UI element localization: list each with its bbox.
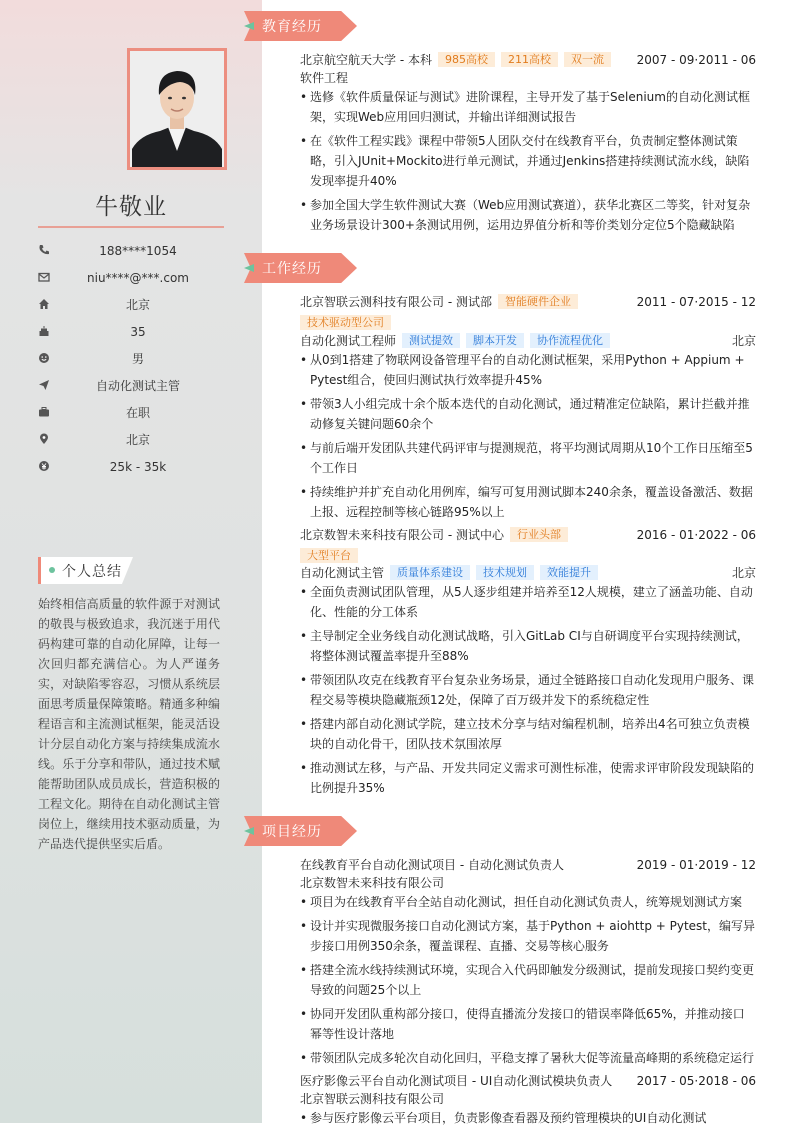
work-bullet: • 带领团队攻克在线教育平台复杂业务场景，通过全链路接口自动化发现用户服务、课程交易等模块隐藏瓶颈12处，保障了百万级并发下的系统稳定性: [300, 670, 756, 710]
company-tag: 技术驱动型公司: [300, 315, 391, 330]
work-period: 2011 - 07·2015 - 12: [636, 295, 756, 309]
project-bullet: • 协同开发团队重构部分接口，使得直播流分发接口的错误率降低65%，并推动接口幂等性设计落地: [300, 1004, 756, 1044]
hometown-text: 北京: [125, 298, 150, 312]
education-school-line: [300, 50, 756, 70]
school-tag: 211高校: [501, 52, 558, 67]
school-name: 北京航空航天大学 - 本科: [300, 53, 432, 67]
info-gender: [38, 349, 224, 369]
info-salary: [38, 457, 224, 477]
target-position-text: 自动化测试主管: [95, 379, 180, 393]
education-period: 2007 - 09·2011 - 06: [636, 53, 756, 67]
name-divider: [38, 226, 224, 228]
work-city: 北京: [731, 566, 756, 580]
work-bullet: • 主导制定全业务线自动化测试战略，引入GitLab CI与自研调度平台实现持续测试，将整体测试覆盖率提升至88%: [300, 626, 756, 666]
company-tag: 智能硬件企业: [498, 294, 578, 309]
salary-text: 25k - 35k: [109, 460, 167, 474]
target-city-text: 北京: [125, 433, 150, 447]
home-icon: [38, 298, 50, 310]
project-company: 北京数智未来科技有限公司: [300, 876, 445, 890]
project-company: 北京智联云测科技有限公司: [300, 1092, 445, 1106]
summary-heading-accent: [38, 557, 41, 584]
candidate-name: 牛敬业: [95, 194, 167, 220]
info-job-status: [38, 403, 224, 423]
briefcase-icon: [38, 406, 50, 418]
ribbon-tail: [244, 827, 254, 835]
section-title: 工作经历: [262, 261, 322, 277]
work-bullet: • 与前后端开发团队共建代码评审与提测规范，将平均测试周期从10个工作日压缩至5个工作日: [300, 438, 756, 478]
cake-icon: [38, 325, 50, 337]
work-section-heading: [244, 253, 357, 283]
work-role-line: [300, 563, 756, 583]
project-period: 2017 - 05·2018 - 06: [636, 1074, 756, 1088]
role-title: 自动化测试主管: [300, 566, 385, 580]
role-tag: 协作流程优化: [530, 333, 610, 348]
education-bullet: • 选修《软件质量保证与测试》进阶课程，主导开发了基于Selenium的自动化测试框架，实现Web应用回归测试，并输出详细测试报告: [300, 87, 756, 127]
portrait-illustration: [130, 51, 224, 167]
profile-photo: [127, 48, 227, 170]
info-phone: [38, 241, 224, 261]
project-title-line: [300, 855, 756, 875]
job-status-text: 在职: [125, 406, 150, 420]
gender-text: 男: [131, 352, 144, 366]
company-tag: 行业头部: [510, 527, 568, 542]
summary-heading: [38, 557, 133, 584]
phone-icon: [38, 244, 50, 256]
info-target-city: [38, 430, 224, 450]
project-bullet: • 参与医疗影像云平台项目，负责影像查看器及预约管理模块的UI自动化测试: [300, 1108, 756, 1128]
info-hometown: [38, 295, 224, 315]
send-icon: [38, 379, 50, 391]
work-role-line: [300, 331, 756, 351]
work-city: 北京: [731, 334, 756, 348]
role-tag: 质量体系建设: [390, 565, 470, 580]
company-name: 北京数智未来科技有限公司 - 测试中心: [300, 528, 504, 542]
school-tag: 双一流: [564, 52, 611, 67]
info-email: [38, 268, 224, 288]
phone-text: 188****1054: [99, 244, 177, 258]
education-section-heading: [244, 11, 357, 41]
work-company-line: [300, 525, 756, 545]
work-bullet: • 持续维护并扩充自动化用例库，编写可复用测试脚本240余条，覆盖设备激活、数据上报、远程控制等核心链路95%以上: [300, 482, 756, 522]
section-title: 项目经历: [262, 824, 322, 840]
education-bullet: • 在《软件工程实践》课程中带领5人团队交付在线教育平台，负责制定整体测试策略，引入JUnit+Mockito进行单元测试，并通过Jenkins搭建持续测试流水线，缺陷发现率提升40%: [300, 131, 756, 191]
project-title: 在线教育平台自动化测试项目 - 自动化测试负责人: [300, 858, 564, 872]
project-title-line: [300, 1071, 756, 1091]
summary-heading-dot: [49, 567, 55, 573]
work-bullet: • 搭建内部自动化测试学院，建立技术分享与结对编程机制，培养出4名可独立负责模块的自动化骨干，团队技术氛围浓厚: [300, 714, 756, 754]
role-tag: 测试提效: [402, 333, 460, 348]
email-icon: [38, 271, 50, 283]
role-tag: 技术规划: [476, 565, 534, 580]
summary-text: 始终相信高质量的软件源于对测试的敬畏与极致追求，我沉迷于用代码构建可靠的自动化屏障，让每一次回归都充满信心。为人严谨务实，对缺陷零容忍，习惯从系统层面思考质量保障策略。精通多种编程语言和主流测试框架，能灵活设计分层自动化方案与持续集成流水线。乐于分享和带队，通过技术赋能帮助团队成员成长，营造积极的工程文化。期待在自动化测试主管岗位上，继续用技术驱动质量，为产品迭代提供坚实后盾。: [38, 597, 220, 851]
company-name: 北京智联云测科技有限公司 - 测试部: [300, 295, 492, 309]
info-age: [38, 322, 224, 342]
section-title: 教育经历: [262, 19, 322, 35]
role-title: 自动化测试工程师: [300, 334, 397, 348]
school-tag: 985高校: [438, 52, 495, 67]
projects-section-heading: [244, 816, 357, 846]
summary-heading-label: 个人总结: [62, 564, 122, 580]
age-text: 35: [130, 325, 146, 339]
email-text: niu****@***.com: [87, 271, 189, 285]
work-bullet: • 从0到1搭建了物联网设备管理平台的自动化测试框架，采用Python + Appium + Pytest组合，使回归测试执行效率提升45%: [300, 350, 756, 390]
work-company-line: [300, 292, 756, 312]
project-title: 医疗影像云平台自动化测试项目 - UI自动化测试模块负责人: [300, 1074, 613, 1088]
ribbon-tail: [244, 22, 254, 30]
work-bullet: • 带领3人小组完成十余个版本迭代的自动化测试，通过精准定位缺陷，累计拦截并推动修复关键问题60余个: [300, 394, 756, 434]
work-bullet: • 推动测试左移，与产品、开发共同定义需求可测性标准，使需求评审阶段发现缺陷的比例提升35%: [300, 758, 756, 798]
project-period: 2019 - 01·2019 - 12: [636, 858, 756, 872]
smile-icon: [38, 352, 50, 364]
info-target-position: [38, 376, 224, 396]
project-bullet: • 带领团队完成多轮次自动化回归，平稳支撑了暑秋大促等流量高峰期的系统稳定运行: [300, 1048, 756, 1068]
work-period: 2016 - 01·2022 - 06: [636, 528, 756, 542]
company-tag: 大型平台: [300, 548, 358, 563]
money-icon: [38, 460, 50, 472]
work-bullet: • 全面负责测试团队管理，从5人逐步组建并培养至12人规模，建立了涵盖功能、自动化、性能的分工体系: [300, 582, 756, 622]
project-bullet: • 项目为在线教育平台全站自动化测试，担任自动化测试负责人，统筹规划测试方案: [300, 892, 756, 912]
work-company-tag-line: [300, 313, 756, 333]
ribbon-tail: [244, 264, 254, 272]
project-bullet: • 搭建全流水线持续测试环境，实现合入代码即触发分级测试，提前发现接口契约变更导致的问题25个以上: [300, 960, 756, 1000]
role-tag: 脚本开发: [466, 333, 524, 348]
role-tag: 效能提升: [540, 565, 598, 580]
location-icon: [38, 433, 50, 445]
education-bullet: • 参加全国大学生软件测试大赛（Web应用测试赛道），获华北赛区二等奖，针对复杂业务场景设计300+条测试用例，运用边界值分析和等价类划分定位5个隐藏缺陷: [300, 195, 756, 235]
education-major: 软件工程: [300, 71, 349, 85]
project-bullet: • 设计并实现微服务接口自动化测试方案，基于Python + aiohttp + Pytest，编写异步接口用例350余条，覆盖课程、直播、交易等核心服务: [300, 916, 756, 956]
